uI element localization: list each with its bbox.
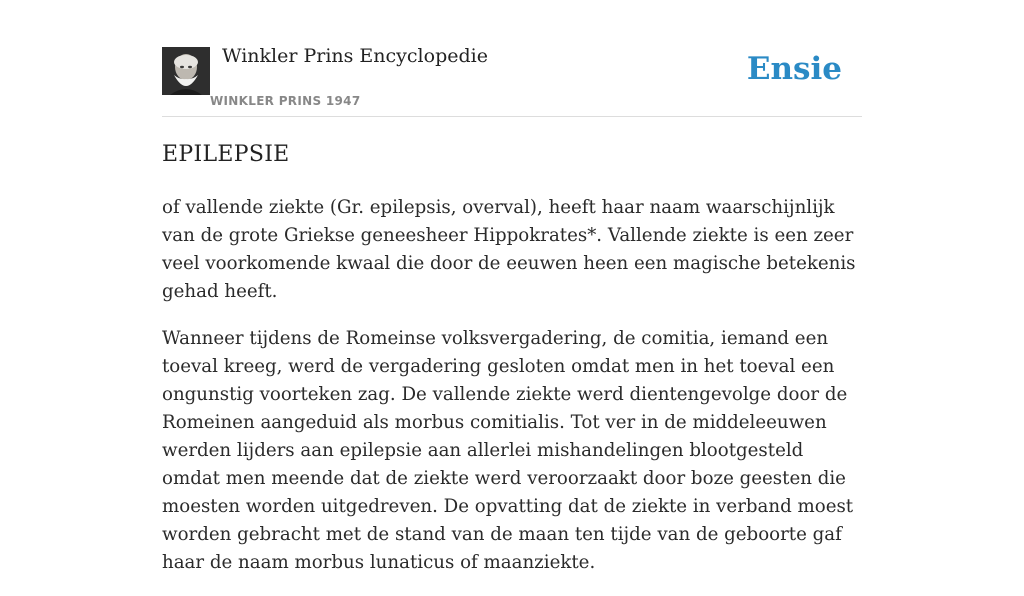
author-avatar[interactable] — [162, 47, 210, 95]
edition-label[interactable]: WINKLER PRINS 1947 — [210, 94, 361, 108]
article-title: EPILEPSIE — [162, 142, 290, 167]
site-header — [162, 0, 862, 117]
article-paragraph: of vallende ziekte (Gr. epilepsis, overval), heeft haar naam waarschijnlijk van de grote Griekse geneesheer Hippokrates*. Vallende ziekte is een zeer veel voorkomende kwaal die door de eeuwen heen een magische betekenis gehad heeft. — [162, 197, 856, 302]
author-portrait-icon — [162, 47, 210, 95]
article — [162, 140, 862, 596]
site-title[interactable]: Winkler Prins Encyclopedie — [222, 45, 488, 67]
article-paragraph: Wanneer tijdens de Romeinse volksvergadering, de comitia, iemand een toeval kreeg, werd de vergadering gesloten omdat men in het toeval een ongunstig voorteken zag. De vallende ziekte werd dientengevolge door de Romeinen aangeduid als morbus comitialis. Tot ver in de middeleeuwen werden lijders aan epilepsie aan allerlei mishandelingen blootgesteld omdat men meende dat de ziekte werd veroorzaakt door boze geesten die moesten worden uitgedreven. De opvatting dat de ziekte in verband moest worden gebracht met de stand van de maan ten tijde van de geboorte gaf haar de naam morbus lunaticus of maanziekte. — [162, 328, 854, 573]
brand-logo[interactable]: Ensie — [746, 51, 842, 87]
